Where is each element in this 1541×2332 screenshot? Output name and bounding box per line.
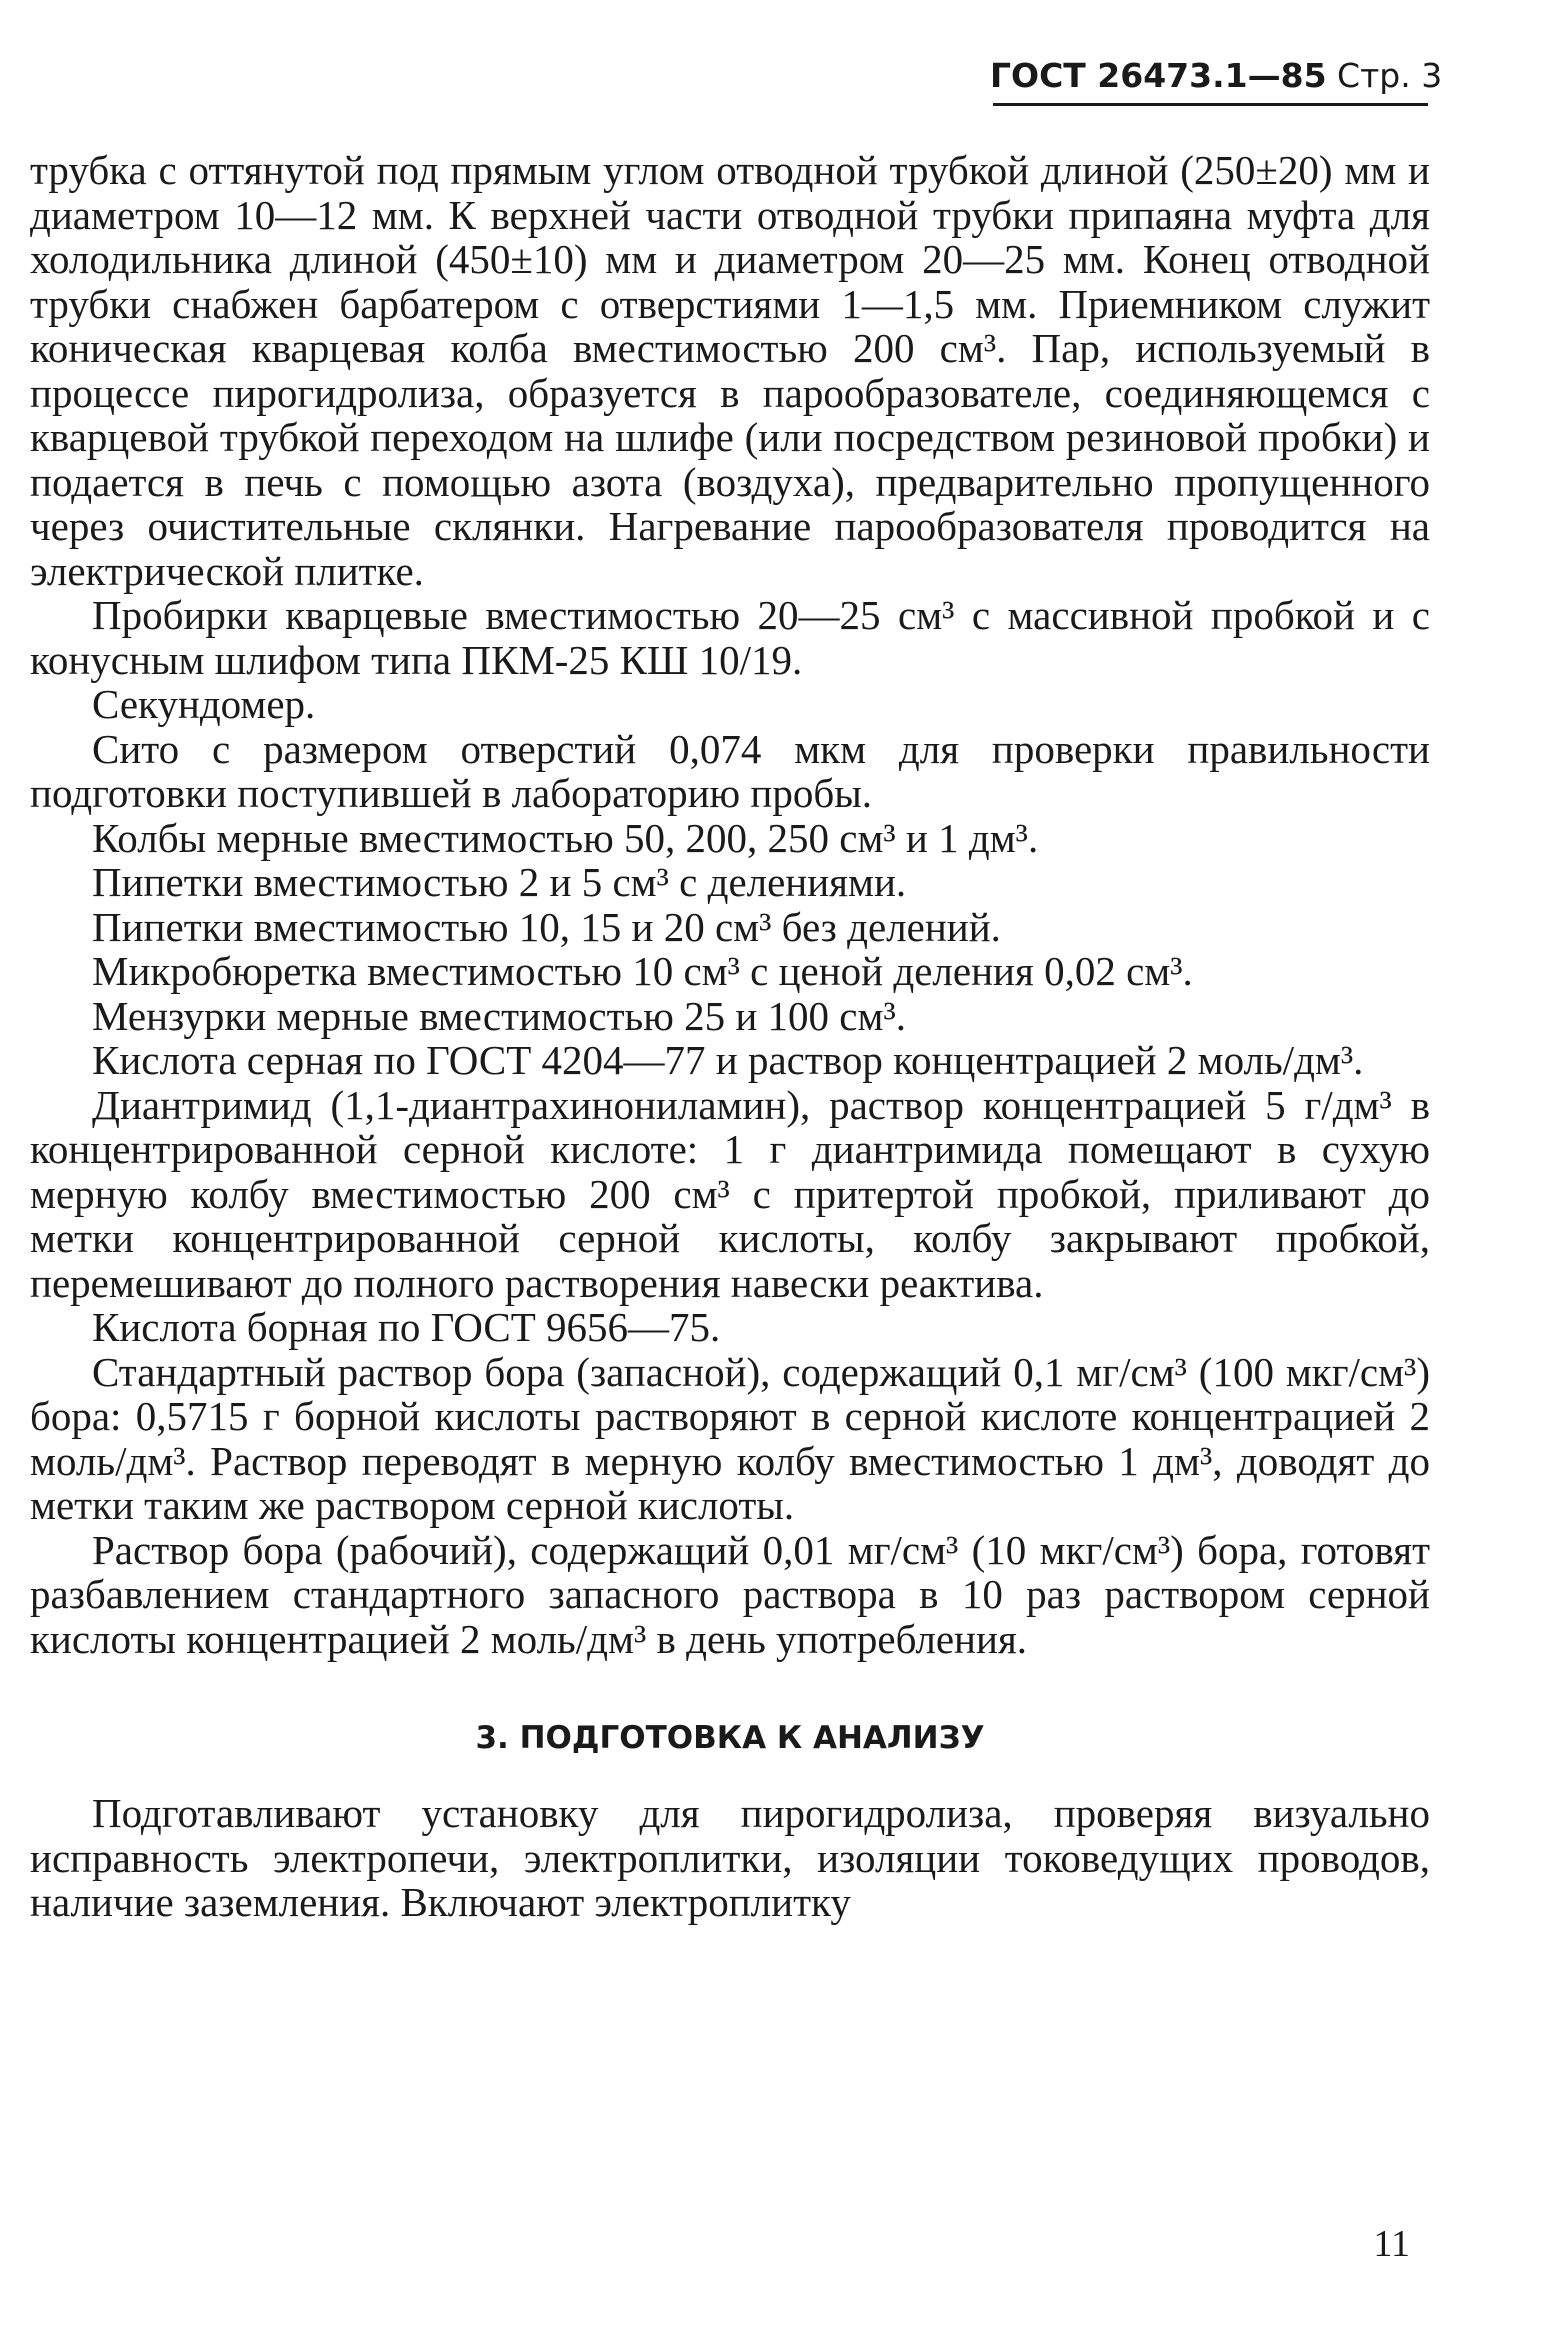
paragraph-microburette: Микробюретка вместимостью 10 см³ с ценой деления 0,02 см³.: [92, 948, 1193, 994]
page-label: Стр. 3: [1337, 56, 1443, 95]
paragraph-sulfuric-acid: Кислота серная по ГОСТ 4204—77 и раствор концентрацией 2 моль/дм³.: [92, 1037, 1364, 1083]
paragraph-standard-solution: Стандартный раствор бора (запасной), содержащий 0,1 мг/см³ (100 мкг/см³) бора: 0,5715 г борной кислоты растворяют в серной кислоте концентрацией 2 моль/дм³. Раствор переводят в мерную колбу вместимостью 1 дм³, доводят до метки таким же раствором серной кислоты.: [30, 1348, 1430, 1528]
paragraph-sieve: Сито с размером отверстий 0,074 мкм для проверки правильности подготовки поступившей в лабораторию пробы.: [30, 725, 1430, 816]
header-rule: [993, 103, 1428, 106]
paragraph-working-solution: Раствор бора (рабочий), содержащий 0,01 мг/см³ (10 мкг/см³) бора, готовят разбавлением стандартного запасного раствора в 10 раз раствором серной кислоты концентрацией 2 моль/дм³ в день употребления.: [30, 1526, 1430, 1662]
paragraph-stopwatch: Секундомер.: [92, 681, 316, 727]
paragraph-test-tubes: Пробирки кварцевые вместимостью 20—25 см³ с массивной пробкой и с конусным шлифом типа ПКМ-25 КШ 10/19.: [30, 592, 1430, 683]
paragraph-pipettes-graduated: Пипетки вместимостью 2 и 5 см³ с делениями.: [92, 859, 907, 905]
page-header: [990, 52, 1443, 100]
paragraph-continuation: трубка с оттянутой под прямым углом отводной трубкой длиной (250±20) мм и диаметром 10—12 мм. К верхней части отводной трубки припаяна муфта для холодильника длиной (450±10) мм и диаметром 20—25 мм. Конец отводной трубки снабжен барбатером с отверстиями 1—1,5 мм. Приемником служит коническая кварцевая колба вместимостью 200 см³. Пар, используемый в процессе пирогидролиза, образуется в парообразователе, соединяющемся с кварцевой трубкой переходом на шлифе (или посредством резиновой пробки) и подается в печь с помощью азота (воздуха), предварительно пропущенного через очистительные склянки. Нагревание парообразователя проводится на электрической плитке.: [30, 147, 1430, 594]
paragraph-preparation: Подготавливают установку для пирогидролиза, проверяя визуально исправность электропечи, электроплитки, изоляции токоведущих проводов, наличие заземления. Включают электроплитку: [30, 1790, 1430, 1925]
standard-code: ГОСТ 26473.1—85: [990, 56, 1327, 95]
paragraph-beakers: Мензурки мерные вместимостью 25 и 100 см³.: [92, 992, 906, 1039]
paragraph-flasks: Колбы мерные вместимостью 50, 200, 250 см³ и 1 дм³.: [92, 814, 1039, 861]
paragraph-dianthrimide: Диантримид (1,1-диантрахинониламин), раствор концентрацией 5 г/дм³ в концентрированной серной кислоте: 1 г диантримида помещают в сухую мерную колбу вместимостью 200 см³ с притертой пробкой, приливают до метки концентрированной серной кислоты, колбу закрывают пробкой, перемешивают до полного растворения навески реактива.: [30, 1081, 1430, 1306]
paragraph-boric-acid: Кислота борная по ГОСТ 9656—75.: [92, 1304, 721, 1350]
section-heading: 3. ПОДГОТОВКА К АНАЛИЗУ: [475, 1720, 985, 1756]
body-text: [30, 148, 1430, 1925]
paragraph-pipettes-plain: Пипетки вместимостью 10, 15 и 20 см³ без делений.: [92, 903, 1001, 950]
page-number: 11: [1373, 2223, 1410, 2265]
